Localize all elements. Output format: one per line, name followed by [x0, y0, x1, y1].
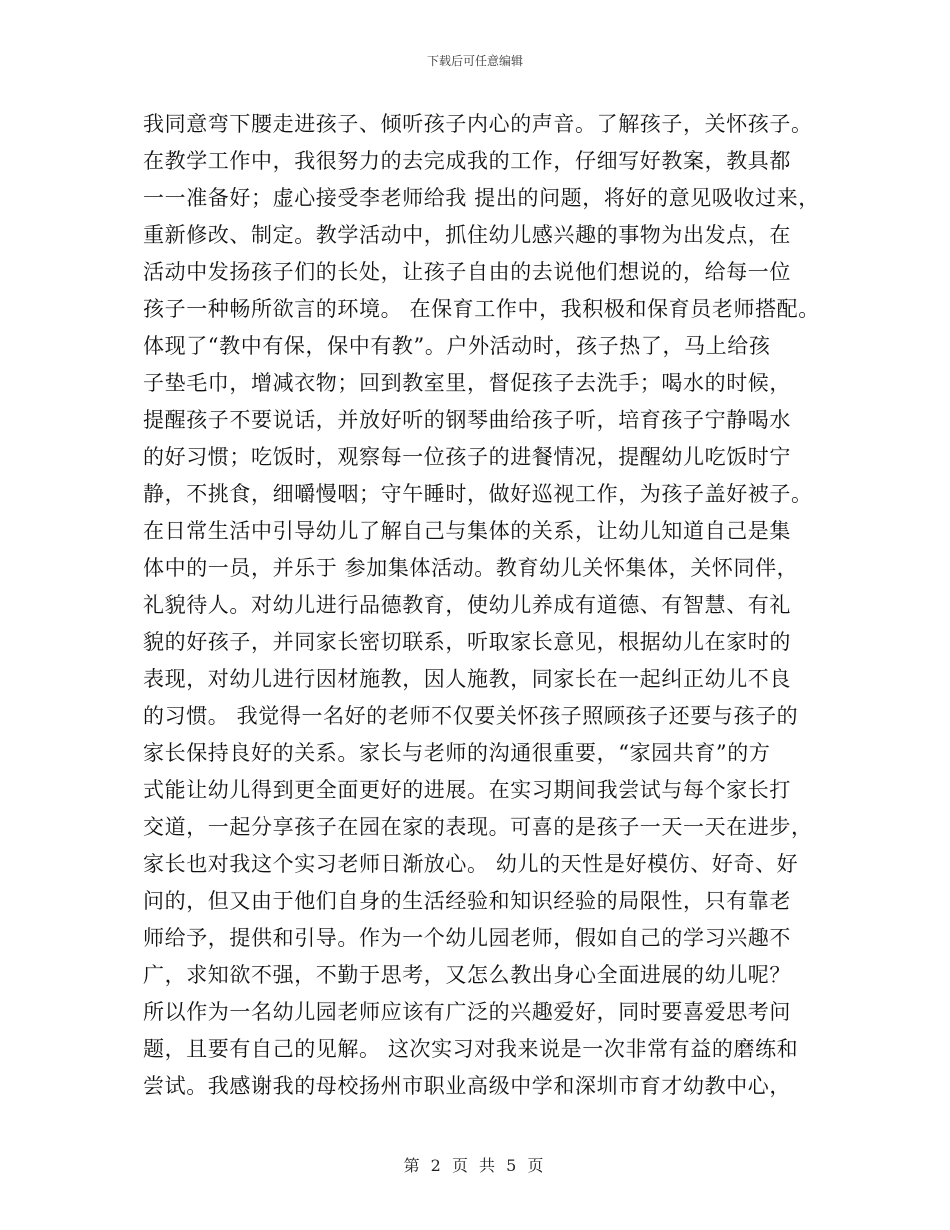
text-line: 我同意弯下腰走进孩子、倾听孩子内心的声音。了解孩子，关怀孩子。	[143, 112, 813, 136]
text-line: 师给予，提供和引导。作为一个幼儿园老师，假如自己的学习兴趣不	[143, 926, 791, 950]
text-line: 一一准备好；虚心接受李老师给我 提出的问题，将好的意见吸收过来，	[143, 186, 820, 210]
text-line: 活动中发扬孩子们的长处，让孩子自由的去说他们想说的，给每一位	[143, 260, 791, 284]
text-line: 家长也对我这个实习老师日渐放心。 幼儿的天性是好模仿、好奇、好	[143, 852, 799, 876]
text-line: 所以作为一名幼儿园老师应该有广泛的兴趣爱好，同时要喜爱思考问	[143, 1000, 791, 1024]
text-line: 提醒孩子不要说话，并放好听的钢琴曲给孩子听，培育孩子宁静喝水	[143, 408, 791, 432]
text-line: 广，求知欲不强，不勤于思考，又怎么教出身心全面进展的幼儿呢？	[143, 963, 791, 987]
text-line: 子垫毛巾，增减衣物；回到教室里，督促孩子去洗手；喝水的时候，	[143, 371, 791, 395]
text-line: 礼貌待人。对幼儿进行品德教育，使幼儿养成有道德、有智慧、有礼	[143, 593, 791, 617]
text-line: 体现了“教中有保，保中有教”。户外活动时，孩子热了，马上给孩	[143, 334, 771, 358]
text-line: 问的，但又由于他们自身的生活经验和知识经验的局限性，只有靠老	[143, 889, 791, 913]
text-line: 孩子一种畅所欲言的环境。 在保育工作中，我积极和保育员老师搭配。	[143, 297, 820, 321]
page-number: 第 2 页 共 5 页	[403, 1156, 547, 1175]
text-line: 式能让幼儿得到更全面更好的进展。在实习期间我尝试与每个家长打	[143, 778, 791, 802]
text-line: 貌的好孩子，并同家长密切联系，听取家长意见，根据幼儿在家时的	[143, 630, 791, 654]
text-line: 重新修改、制定。教学活动中，抓住幼儿感兴趣的事物为出发点，在	[143, 223, 791, 247]
text-line: 体中的一员，并乐于 参加集体活动。教育幼儿关怀集体，关怀同伴，	[143, 556, 799, 580]
text-line: 交道，一起分享孩子在园在家的表现。可喜的是孩子一天一天在进步，	[143, 815, 813, 839]
page-header: 下载后可任意编辑	[426, 54, 523, 68]
text-line: 家长保持良好的关系。家长与老师的沟通很重要，“家园共育”的方	[143, 741, 771, 765]
text-line: 静，不挑食，细嚼慢咽；守午睡时，做好巡视工作，为孩子盖好被子。	[143, 482, 813, 506]
text-line: 的习惯。 我觉得一名好的老师不仅要关怀孩子照顾孩子还要与孩子的	[143, 704, 799, 728]
text-line: 在日常生活中引导幼儿了解自己与集体的关系，让幼儿知道自己是集	[143, 519, 791, 543]
text-line: 的好习惯；吃饭时，观察每一位孩子的进餐情况，提醒幼儿吃饭时宁	[143, 445, 791, 469]
text-line: 题，且要有自己的见解。 这次实习对我来说是一次非常有益的磨练和	[143, 1037, 799, 1061]
text-line: 表现，对幼儿进行因材施教，因人施教，同家长在一起纠正幼儿不良	[143, 667, 791, 691]
text-line: 尝试。我感谢我的母校扬州市职业高级中学和深圳市育才幼教中心，	[143, 1074, 791, 1098]
text-line: 在教学工作中，我很努力的去完成我的工作，仔细写好教案，教具都	[143, 149, 791, 173]
